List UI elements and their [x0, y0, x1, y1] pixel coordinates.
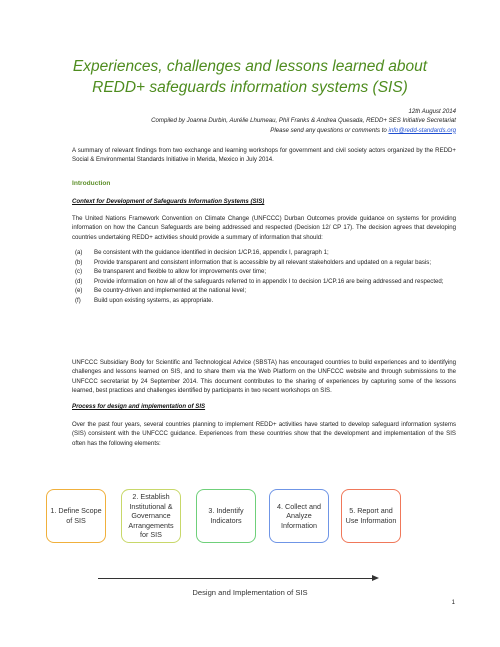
contact-prefix: Please send any questions or comments to	[270, 126, 389, 134]
list-item: (a) Be consistent with the guidance identified in decision 1/CP.16, appendix I, paragraph 1;	[75, 249, 329, 256]
title-line-1: Experiences, challenges and lessons learned about	[72, 58, 428, 75]
requirements-list	[72, 248, 456, 305]
step-label-1: 1. Define Scope of SIS	[50, 506, 102, 525]
list-item: (b) Provide transparent and consistent information that is accessible by all relevant stakeholders and updated on a regular basis;	[75, 258, 432, 266]
compiled-by: Compiled by Joanna Durbin, Aurélie Lhumeau, Phil Franks & Andrea Quesada, REDD+ SES Initiative Secretariat	[151, 117, 456, 125]
document-date: 12th August 2014	[408, 108, 456, 115]
contact-line	[151, 126, 456, 135]
intro-paragraph: The United Nations Framework Convention on Climate Change (UNFCCC) Durban Outcomes provide guidance on systems for providing information on how the Cancun Safeguards are being addressed and respected (Decision 12/ CP 17). The decision agrees that developing countries undertaking REDD+ activities should provide a summary of information that should:	[72, 215, 456, 241]
process-subheading: Process for design and implementation of SIS	[72, 403, 206, 410]
process-paragraph: Over the past four years, several countries planning to implement REDD+ activities have started to develop safeguard information systems (SIS) consistent with the UNFCCC guidance. Experiences from these countries show that the development and implementation of the SIS often has the following elements:	[72, 421, 456, 447]
sbsta-paragraph: UNFCCC Subsidiary Body for Scientific and Technological Advice (SBSTA) has encouraged countries to build experiences and to identifying challenges and lessons learned on SIS, and to share them via the Web Platform on the UNFCCC website and through submissions to the UNFCCC secretariat by 24 September 2014. This document contributes to the sharing of experiences by capturing some of the lessons learned, best practices and challenges identified by participants in two recent workshops on SIS.	[72, 359, 456, 395]
step-box-3	[196, 489, 256, 543]
step-box-5	[341, 489, 401, 543]
list-item: (e) Be country-driven and implemented at the national level;	[75, 287, 247, 294]
step-box-1	[46, 489, 106, 543]
context-subheading: Context for Development of Safeguards Information Systems (SIS)	[72, 198, 265, 205]
step-label-2: 2. Establish Institutional & Governance Arrangements for SIS	[128, 492, 174, 540]
introduction-heading: Introduction	[72, 180, 111, 187]
step-box-2	[121, 489, 181, 543]
arrow-head-icon	[372, 575, 379, 581]
step-label-3: 3. Indentify Indicators	[208, 506, 244, 525]
title-line-2: REDD+ safeguards information systems (SIS)	[92, 79, 408, 96]
summary-paragraph: A summary of relevant findings from two exchange and learning workshops for government and civil society actors organized by the REDD+ Social & Environmental Standards Initiative in Merida, Mexico in July 2014.	[72, 147, 456, 164]
process-arrow-label: Design and Implementation of SIS	[192, 588, 308, 597]
list-item: (d) Provide information on how all of the safeguards referred to in appendix I to decision 1/CP.16 are being addressed and respected;	[75, 277, 444, 285]
list-item: (c) Be transparent and flexible to allow for improvements over time;	[75, 268, 267, 275]
document-title	[50, 56, 450, 98]
step-label-4: 4. Collect and Analyze Information	[277, 501, 321, 530]
contact-email-link[interactable]: info@redd-standards.org	[388, 126, 456, 134]
list-item: (f) Build upon existing systems, as appropriate.	[75, 296, 214, 304]
process-arrow-line	[98, 578, 374, 579]
page-number: 1	[451, 599, 455, 606]
step-box-4	[269, 489, 329, 543]
document-meta	[151, 107, 456, 135]
step-label-5: 5. Report and Use Information	[345, 506, 397, 525]
